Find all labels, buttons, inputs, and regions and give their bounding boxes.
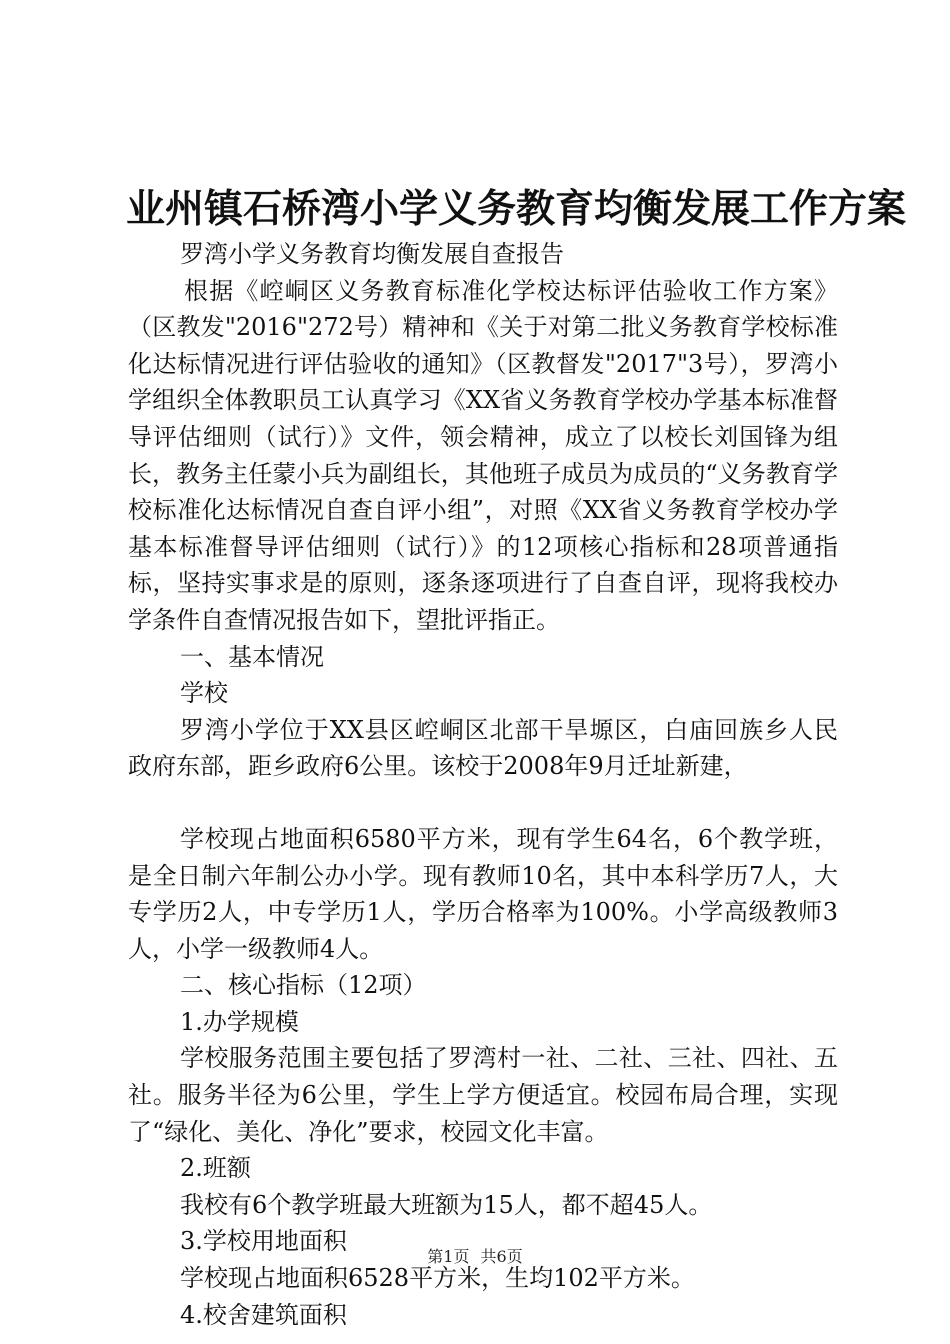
subheading-school: 学校 [180,679,228,708]
paragraph-school-stats: 学校现占地面积6580平方米，现有学生64名，6个教学班，是全日制六年制公办小学。现有教师10名，其中本科学历7人，大专学历2人，中专学历1人，学历合格率为100%。小学高级教师3人，小学一级教师4人。 [128,824,838,963]
item-heading-land-area: 3.学校用地面积 [180,1227,347,1256]
paragraph-land-area: 学校现占地面积6528平方米，生均102平方米。 [180,1264,695,1293]
page-number: 第1页 [427,1247,470,1266]
intro-paragraph: 根据《崆峒区义务教育标准化学校达标评估验收工作方案》（区教发"2016"272号）精神和《关于对第二批义务教育学校标准化达标情况进行评估验收的通知》（区教督发"2017"3号），罗湾小学组织全体教职员工认真学习《XX省义务教育学校办学基本标准督导评估细则（试行）》文件，领会精神，成立了以校长刘国锋为组长，教务主任蒙小兵为副组长，其他班子成员为成员的“义务教育学校标准化达标情况自查自评小组”，对照《XX省义务教育学校办学基本标准督导评估细则（试行）》的12项核心指标和28项普通指标，坚持实事求是的原则，逐条逐项进行了自查自评，现将我校办学条件自查情况报告如下，望批评指正。 [128,276,838,634]
paragraph-class-size: 我校有6个教学班最大班额为15人，都不超45人。 [180,1190,713,1219]
item-heading-scale: 1.办学规模 [180,1007,299,1036]
document-body [128,236,838,1333]
item-heading-building-area: 4.校舍建筑面积 [180,1300,347,1329]
item-heading-class-size: 2.班额 [180,1154,251,1183]
section-heading-core: 二、核心指标（12项） [180,971,427,1000]
page-total: 共6页 [480,1247,523,1266]
report-subtitle: 罗湾小学义务教育均衡发展自查报告 [180,240,564,268]
page-footer [0,1244,950,1267]
document-title: 业州镇石桥湾小学义务教育均衡发展工作方案 [126,187,907,232]
paragraph-location: 罗湾小学位于XX县区崆峒区北部干旱塬区，白庙回族乡人民政府东部，距乡政府6公里。该校于2008年9月迁址新建， [128,715,838,781]
paragraph-scale: 学校服务范围主要包括了罗湾村一社、二社、三社、四社、五社。服务半径为6公里，学生上学方便适宜。校园布局合理，实现了“绿化、美化、净化”要求，校园文化丰富。 [128,1044,838,1146]
section-heading-basic: 一、基本情况 [180,642,324,671]
